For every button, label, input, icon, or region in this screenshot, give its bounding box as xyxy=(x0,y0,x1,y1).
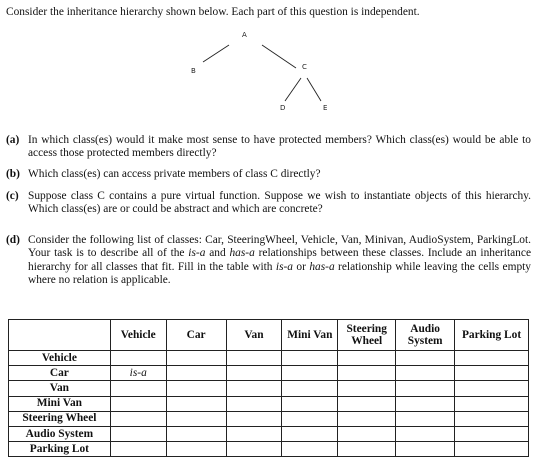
relation-cell[interactable] xyxy=(282,381,338,396)
edge-c-d xyxy=(285,78,301,101)
relation-cell[interactable] xyxy=(338,411,396,426)
relation-cell[interactable] xyxy=(455,411,529,426)
relation-cell[interactable] xyxy=(396,366,455,381)
column-header: Vehicle xyxy=(110,320,166,351)
relation-cell[interactable] xyxy=(166,366,226,381)
question-d xyxy=(6,234,531,288)
question-d-text: Consider the following list of classes: Car, SteeringWheel, Vehicle, Van, Minivan, AudioSystem, ParkingLot. Your task is to describe all of the is-a and has-a relationships between these classes. Include an inheritance hierarchy for all classes that fit. Fill in the table with is-a or has-a relationship while leaving the cells empty where no relation is applicable. xyxy=(28,234,531,287)
question-a xyxy=(6,134,531,161)
relation-cell[interactable] xyxy=(226,442,282,457)
column-header: Van xyxy=(226,320,282,351)
relation-cell[interactable] xyxy=(396,396,455,411)
relation-cell[interactable] xyxy=(110,426,166,441)
relation-cell[interactable] xyxy=(166,351,226,366)
column-header: Parking Lot xyxy=(455,320,529,351)
relation-cell[interactable] xyxy=(282,396,338,411)
relation-cell[interactable] xyxy=(396,381,455,396)
relation-cell[interactable]: is-a xyxy=(110,366,166,381)
node-c: C xyxy=(302,63,307,71)
question-d-label: (d) xyxy=(6,234,20,246)
relation-cell[interactable] xyxy=(226,411,282,426)
column-header: Mini Van xyxy=(282,320,338,351)
inheritance-tree-diagram xyxy=(0,0,537,130)
table-row xyxy=(9,381,529,396)
relation-cell[interactable] xyxy=(226,381,282,396)
edge-c-e xyxy=(307,78,321,101)
table-row xyxy=(9,351,529,366)
question-intro: Consider the inheritance hierarchy shown below. Each part of this question is independent. xyxy=(6,6,420,18)
node-a: A xyxy=(242,31,247,39)
row-header: Van xyxy=(9,381,111,396)
row-header: Car xyxy=(9,366,111,381)
edge-a-c xyxy=(262,45,296,68)
relation-cell[interactable] xyxy=(338,426,396,441)
relation-cell[interactable] xyxy=(338,381,396,396)
relation-cell[interactable] xyxy=(455,366,529,381)
question-b-label: (b) xyxy=(6,168,20,180)
relation-cell[interactable] xyxy=(396,426,455,441)
relation-cell[interactable] xyxy=(110,381,166,396)
relation-cell[interactable] xyxy=(166,381,226,396)
relation-cell[interactable] xyxy=(338,366,396,381)
relation-cell[interactable] xyxy=(396,351,455,366)
row-header: Steering Wheel xyxy=(9,411,111,426)
relation-cell[interactable] xyxy=(282,411,338,426)
question-a-label: (a) xyxy=(6,134,20,146)
row-header: Parking Lot xyxy=(9,442,111,457)
node-b: B xyxy=(191,67,196,75)
table-row xyxy=(9,442,529,457)
row-header: Mini Van xyxy=(9,396,111,411)
question-b-text: Which class(es) can access private members of class C directly? xyxy=(28,168,321,180)
relation-cell[interactable] xyxy=(455,351,529,366)
relation-cell[interactable] xyxy=(338,396,396,411)
column-header: Audio System xyxy=(396,320,455,351)
relation-cell[interactable] xyxy=(166,396,226,411)
table-row xyxy=(9,426,529,441)
question-a-text: In which class(es) would it make most sense to have protected members? Which class(es) would be able to access those protected members directly? xyxy=(28,134,531,160)
relation-cell[interactable] xyxy=(455,381,529,396)
relation-cell[interactable] xyxy=(166,411,226,426)
relation-cell[interactable] xyxy=(455,442,529,457)
relation-cell[interactable] xyxy=(110,442,166,457)
relation-cell[interactable] xyxy=(396,411,455,426)
relation-cell[interactable] xyxy=(110,351,166,366)
table-row xyxy=(9,366,529,381)
relation-cell[interactable] xyxy=(338,351,396,366)
relation-cell[interactable] xyxy=(166,426,226,441)
relation-cell[interactable] xyxy=(226,426,282,441)
question-b xyxy=(6,168,531,181)
question-c-text: Suppose class C contains a pure virtual function. Suppose we wish to instantiate objects of this hierarchy. Which class(es) are or could be abstract and which are concrete? xyxy=(28,190,531,216)
relation-cell[interactable] xyxy=(282,351,338,366)
relationship-table xyxy=(8,319,529,457)
table-row xyxy=(9,396,529,411)
table-header-row xyxy=(9,320,529,351)
row-header: Vehicle xyxy=(9,351,111,366)
question-c xyxy=(6,190,531,217)
table-row xyxy=(9,411,529,426)
relation-cell[interactable] xyxy=(110,396,166,411)
relation-cell[interactable] xyxy=(110,411,166,426)
relation-cell[interactable] xyxy=(166,442,226,457)
node-d: D xyxy=(280,104,286,112)
relation-cell[interactable] xyxy=(338,442,396,457)
row-header: Audio System xyxy=(9,426,111,441)
relation-cell[interactable] xyxy=(455,396,529,411)
relation-cell[interactable] xyxy=(282,442,338,457)
relation-cell[interactable] xyxy=(455,426,529,441)
question-c-label: (c) xyxy=(6,190,19,202)
edge-a-b xyxy=(203,45,229,62)
relation-cell[interactable] xyxy=(226,366,282,381)
relation-cell[interactable] xyxy=(396,442,455,457)
relation-cell[interactable] xyxy=(282,426,338,441)
table-corner-cell xyxy=(9,320,111,351)
node-e: E xyxy=(323,104,328,112)
relation-cell[interactable] xyxy=(226,396,282,411)
relation-cell[interactable] xyxy=(226,351,282,366)
column-header: Car xyxy=(166,320,226,351)
relation-cell[interactable] xyxy=(282,366,338,381)
column-header: Steering Wheel xyxy=(338,320,396,351)
